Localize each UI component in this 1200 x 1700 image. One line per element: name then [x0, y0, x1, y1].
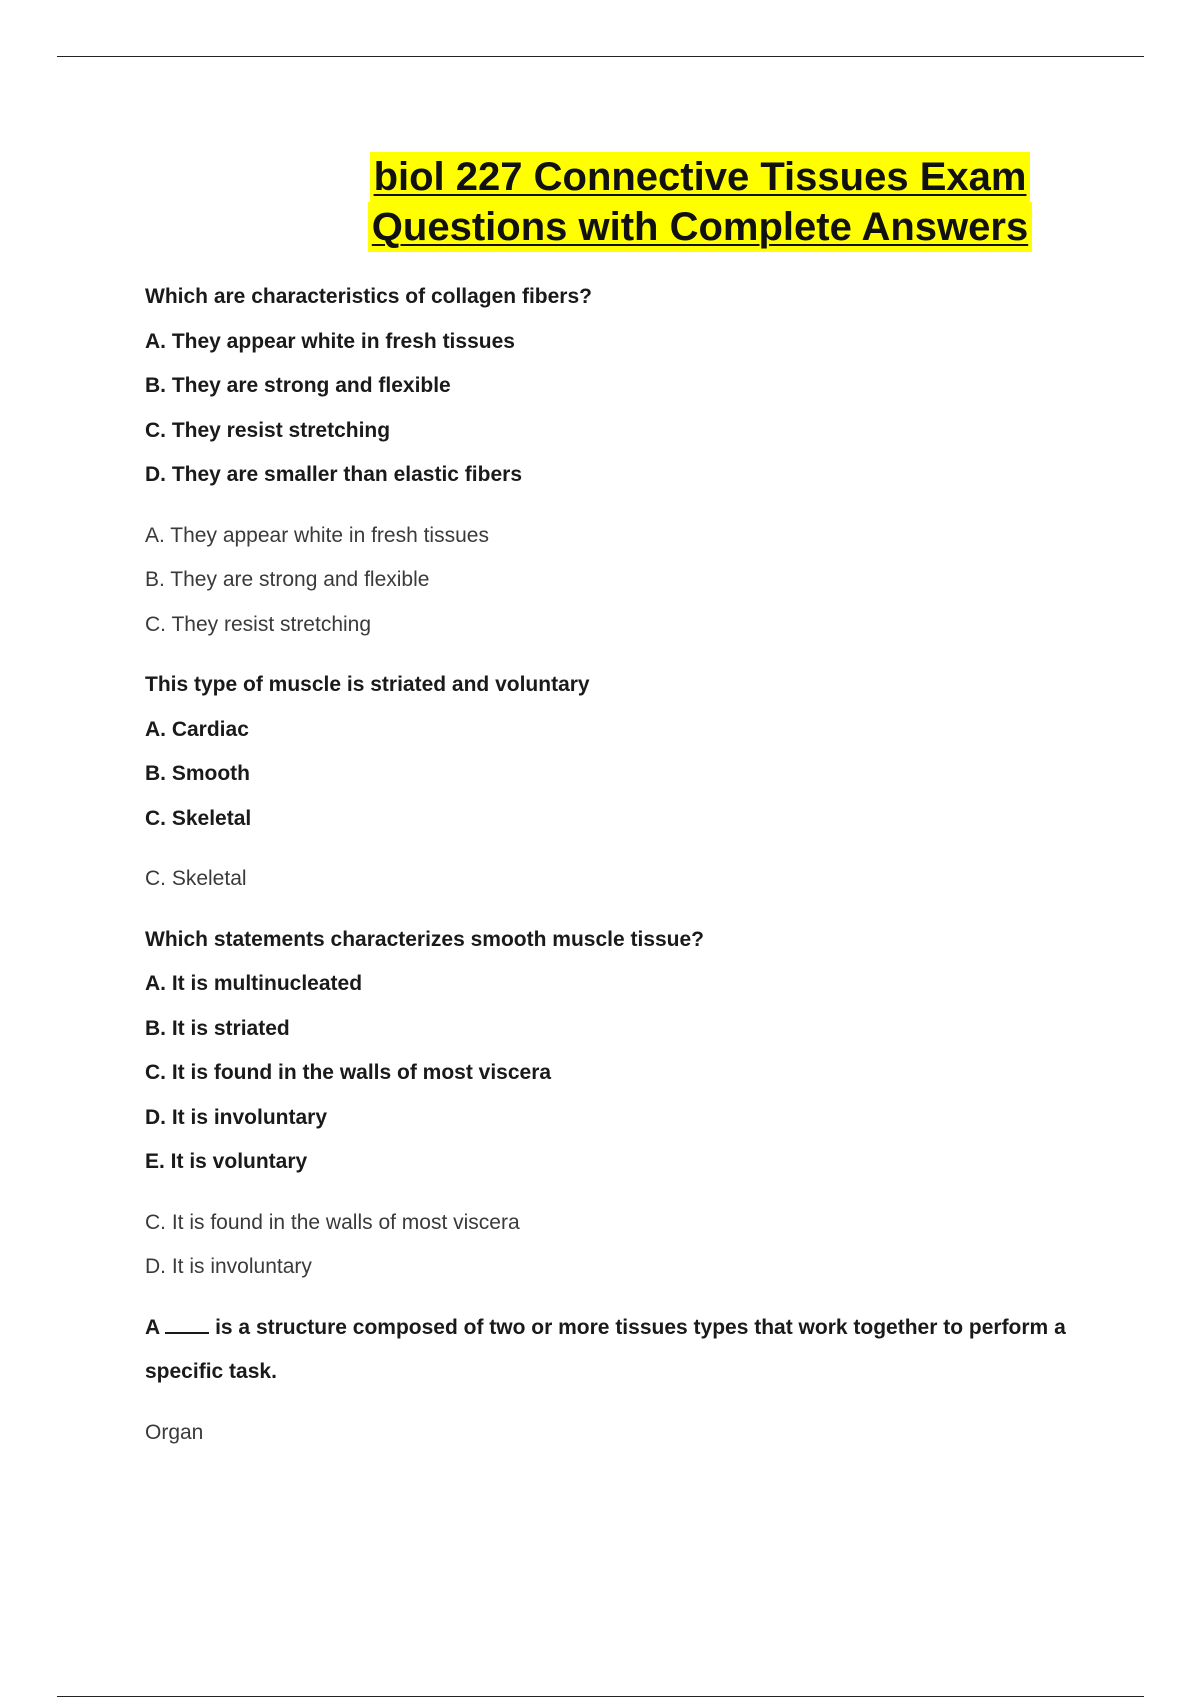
title-line-2: Questions with Complete Answers — [368, 202, 1032, 252]
fill-in-blank — [165, 1314, 209, 1334]
option: B. It is striated — [145, 1016, 290, 1040]
header-rule — [57, 56, 1144, 57]
answer: C. They resist stretching — [145, 612, 372, 636]
question-text — [145, 1306, 1105, 1395]
footer-rule — [57, 1696, 1144, 1697]
question-text: Which statements characterizes smooth muscle tissue? — [145, 927, 705, 951]
answer: D. It is involuntary — [145, 1255, 312, 1278]
option: A. Cardiac — [145, 717, 249, 741]
question-text: Which are characteristics of collagen fibers? — [145, 285, 592, 308]
question-text: This type of muscle is striated and voluntary — [145, 673, 590, 696]
option: D. It is involuntary — [145, 1105, 328, 1129]
question-suffix: is a structure composed of two or more tissues types that work together to perform a specific task. — [145, 1315, 1066, 1383]
option: B. They are strong and flexible — [145, 374, 451, 397]
answer: C. Skeletal — [145, 867, 247, 890]
question-block-3 — [145, 918, 1105, 1290]
option: A. They appear white in fresh tissues — [145, 329, 515, 353]
answer: A. They appear white in fresh tissues — [145, 523, 489, 547]
question-prefix: A — [145, 1315, 160, 1339]
title-line-1: biol 227 Connective Tissues Exam — [370, 152, 1031, 202]
answer: Organ — [145, 1420, 204, 1444]
option: E. It is voluntary — [145, 1150, 308, 1173]
option: C. They resist stretching — [145, 418, 391, 442]
question-block-1 — [145, 275, 1105, 647]
option: D. They are smaller than elastic fibers — [145, 463, 522, 486]
question-block-2 — [145, 663, 1105, 902]
document-body — [145, 275, 1105, 1455]
answer: B. They are strong and flexible — [145, 568, 430, 591]
answer: C. It is found in the walls of most viscera — [145, 1210, 520, 1234]
option: C. It is found in the walls of most viscera — [145, 1061, 552, 1084]
option: A. It is multinucleated — [145, 972, 363, 995]
option: C. Skeletal — [145, 806, 252, 830]
option: B. Smooth — [145, 762, 250, 785]
document-title — [0, 152, 1200, 252]
question-block-4 — [145, 1306, 1105, 1456]
